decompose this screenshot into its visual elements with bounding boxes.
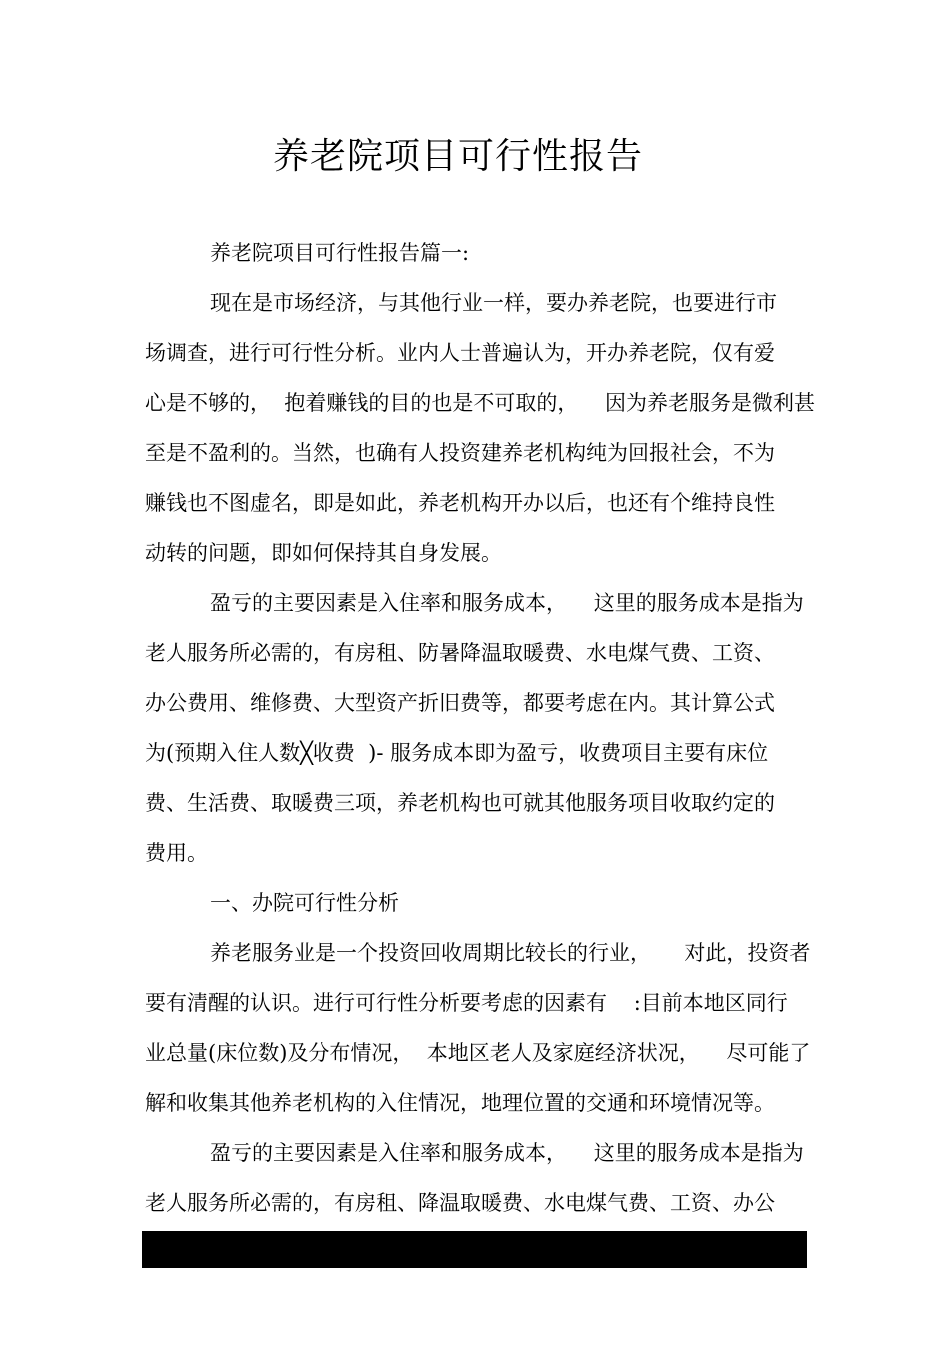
document-title: 养老院项目可行性报告 (272, 136, 643, 177)
paragraph-line: 盈亏的主要因素是入住率和服务成本， 这里的服务成本是指为 (210, 1141, 804, 1165)
paragraph-line: 老人服务所必需的，有房租、防暑降温取暖费、水电煤气费、工资、 (145, 641, 775, 665)
paragraph-line: 至是不盈利的。当然，也确有人投资建养老机构纯为回报社会，不为 (145, 441, 775, 465)
paragraph-line: 动转的问题，即如何保持其自身发展。 (145, 541, 502, 565)
paragraph-line: 费、生活费、取暖费三项，养老机构也可就其他服务项目收取约定的 (145, 791, 775, 815)
redaction-bar (142, 1231, 807, 1268)
paragraph-line: 现在是市场经济，与其他行业一样，要办养老院，也要进行市 (210, 291, 777, 315)
paragraph-line: 办公费用、维修费、大型资产折旧费等，都要考虑在内。其计算公式 (145, 691, 775, 715)
paragraph-line: 养老服务业是一个投资回收周期比较长的行业， 对此，投资者 (210, 941, 811, 965)
paragraph-line: 场调查，进行可行性分析。业内人士普遍认为，开办养老院，仅有爱 (145, 341, 775, 365)
paragraph-line: 盈亏的主要因素是入住率和服务成本， 这里的服务成本是指为 (210, 591, 804, 615)
paragraph-line: 业总量(床位数)及分布情况， 本地区老人及家庭经济状况， 尽可能了 (145, 1041, 811, 1065)
paragraph-line: 养老院项目可行性报告篇一: (210, 241, 470, 265)
paragraph-line: 老人服务所必需的，有房租、降温取暖费、水电煤气费、工资、办公 (145, 1191, 775, 1215)
paragraph-line: 为(预期入住人数╳收费 )- 服务成本即为盈亏，收费项目主要有床位 (145, 741, 769, 765)
section-heading: 一、办院可行性分析 (210, 891, 399, 915)
paragraph-line: 心是不够的， 抱着赚钱的目的也是不可取的， 因为养老服务是微利甚 (145, 391, 816, 415)
paragraph-line: 解和收集其他养老机构的入住情况，地理位置的交通和环境情况等。 (145, 1091, 775, 1115)
paragraph-line: 赚钱也不图虚名，即是如此，养老机构开办以后，也还有个维持良性 (145, 491, 775, 515)
paragraph-line: 费用。 (145, 841, 208, 865)
paragraph-line: 要有清醒的认识。进行可行性分析要考虑的因素有 :目前本地区同行 (145, 991, 788, 1015)
